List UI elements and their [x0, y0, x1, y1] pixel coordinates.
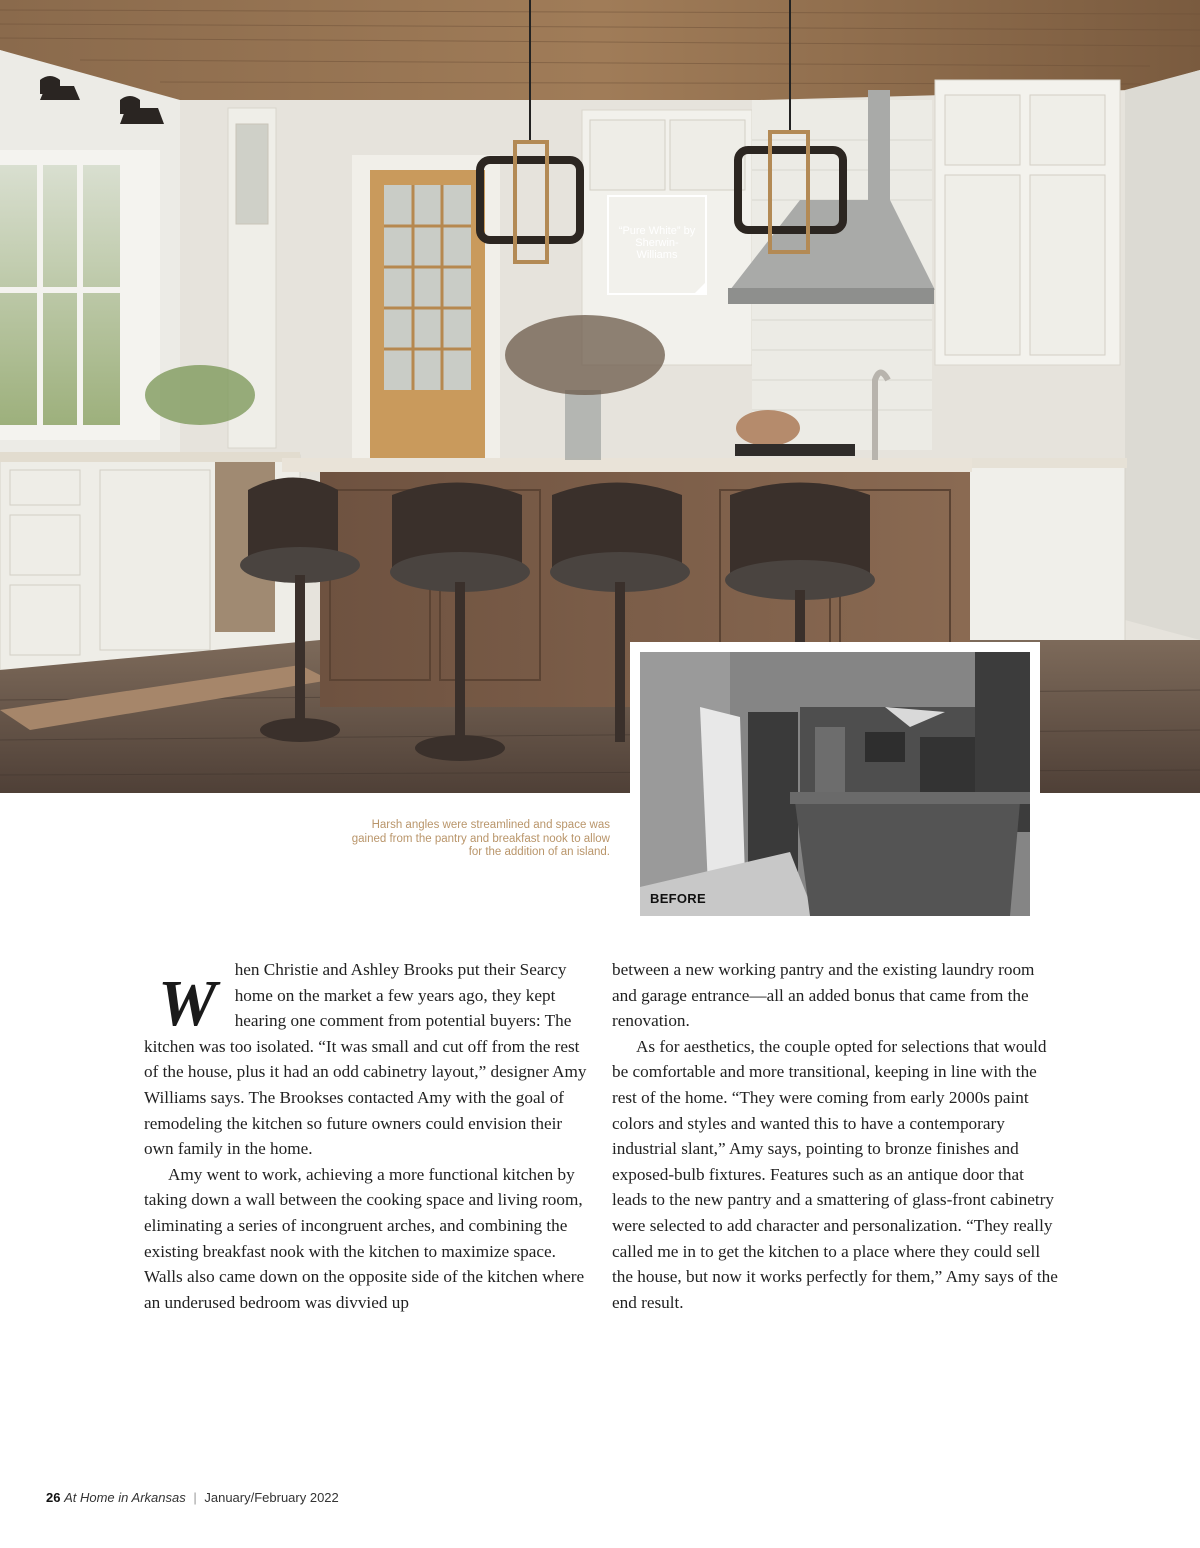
- page-number: 26: [46, 1490, 61, 1505]
- page-footer: [46, 1490, 339, 1505]
- article-paragraph: between a new working pantry and the existing laundry room and garage entrance—all an added bonus that came from the renovation.: [612, 960, 1035, 1031]
- swatch-corner-fold: [693, 281, 707, 295]
- article-column-left: [144, 957, 594, 1315]
- drop-cap: W: [158, 967, 217, 1040]
- kitchen-before-photo: [640, 652, 1030, 916]
- paragraph-text: hen Christie and Ashley Brooks put their Searcy home on the market a few years ago, they kept hearing one comment from potential buyers: The kitchen was too isolated. “It was small and cut off from the rest of the house, plus it had an odd cabinetry layout,” designer Amy Williams says. The Brookses contacted Amy with the goal of remodeling the kitchen so future owners could envision their own family in the home.: [144, 960, 587, 1159]
- article-paragraph: [144, 957, 594, 1162]
- magazine-name: At Home in Arkansas: [64, 1490, 186, 1505]
- before-illustration: [640, 652, 1030, 916]
- article-paragraph: Amy went to work, achieving a more functional kitchen by taking down a wall between the cooking space and living room, eliminating a series of incongruent arches, and combining the existing breakfast nook with the kitchen to maximize space. Walls also came down on the opposite side of the kitchen where an underused bedroom was divvied up: [144, 1164, 585, 1312]
- issue-date: January/February 2022: [204, 1490, 339, 1505]
- paint-swatch-callout: [607, 195, 707, 295]
- article-paragraph: As for aesthetics, the couple opted for selections that would be comfortable and more transitional, keeping in line with the rest of the home. “They were coming from early 2000s paint colors and styles and wanted this to have a contemporary industrial slant,” Amy says, pointing to bronze finishes and exposed-bulb fixtures. Features such as an antique door that leads to the new pantry and a smattering of glass-front cabinetry were selected to add character and personalization. “They really called me in to get the kitchen to a place where they could sell the house, but now it works perfectly for them,” Amy says of the end result.: [612, 1036, 1058, 1312]
- before-label: BEFORE: [650, 891, 706, 906]
- photo-caption: Harsh angles were streamlined and space was gained from the pantry and breakfast nook to allow for the addition of an island.: [351, 819, 610, 858]
- paint-swatch-label: “Pure White” by Sherwin-Williams: [618, 225, 696, 261]
- before-photo-frame: [630, 642, 1040, 926]
- footer-separator: |: [193, 1490, 197, 1505]
- article-column-right: [612, 957, 1062, 1315]
